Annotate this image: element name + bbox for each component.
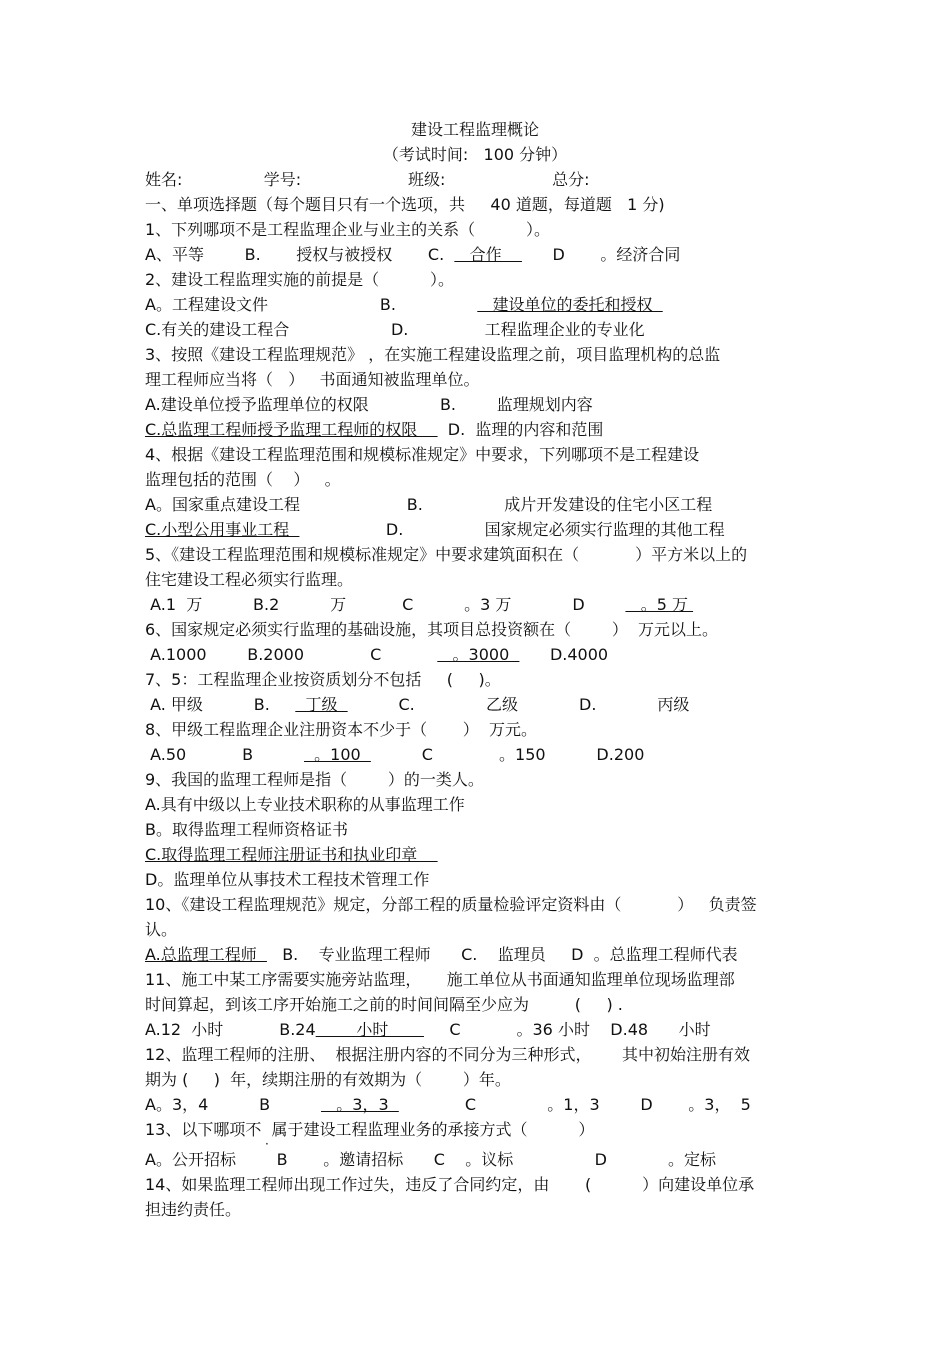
emphasis-dot: · bbox=[265, 1137, 269, 1151]
question-line: 住宅建设工程必须实行监理。 bbox=[145, 570, 354, 589]
question-line: 1、下列哪项不是工程监理企业与业主的关系（ ）。 bbox=[145, 220, 551, 239]
question-line: 11、施工中某工序需要实施旁站监理， 施工单位从书面通知监理单位现场监理部 bbox=[145, 970, 735, 989]
question-line: 期为 ( ) 年，续期注册的有效期为（ ）年。 bbox=[145, 1070, 511, 1089]
answer-underlined: C.取得监理工程师注册证书和执业印章 bbox=[145, 845, 438, 864]
question-line: A.建设单位授予监理单位的权限 B. 监理规划内容 bbox=[145, 395, 593, 414]
question-line: C.有关的建设工程合 D. 工程监理企业的专业化 bbox=[145, 320, 645, 339]
question-line bbox=[145, 1020, 711, 1040]
answer-underlined: C.总监理工程师授予监理工程师的权限 bbox=[145, 420, 438, 439]
question-line bbox=[145, 520, 725, 540]
question-line: B。取得监理工程师资格证书 bbox=[145, 820, 348, 839]
question-line bbox=[145, 695, 689, 715]
line-text: D. 国家规定必须实行监理的其他工程 bbox=[299, 520, 725, 539]
line-text: D.4000 bbox=[519, 645, 609, 664]
question-line bbox=[145, 420, 603, 440]
question-line: 10、《建设工程监理规范》规定，分部工程的质量检验评定资料由（ ） 负责签 bbox=[145, 895, 757, 914]
question-line: A。国家重点建设工程 B. 成片开发建设的住宅小区工程 bbox=[145, 495, 713, 514]
question-line: 13、以下哪项不 属于建设工程监理业务的承接方式（ ） bbox=[145, 1120, 595, 1139]
question-line: 认。 bbox=[145, 920, 178, 939]
answer-underlined: 丁级 bbox=[295, 695, 348, 714]
question-line: D。监理单位从事技术工程技术管理工作 bbox=[145, 870, 430, 889]
answer-underlined: 。3000 bbox=[437, 645, 520, 664]
answer-underlined: 。3，3 bbox=[321, 1095, 399, 1114]
line-text: B. 专业监理工程师 C. 监理员 D 。总监理工程师代表 bbox=[266, 945, 738, 964]
answer-underlined: 建设单位的委托和授权 bbox=[477, 295, 663, 314]
line-text: D. 监理的内容和范围 bbox=[437, 420, 604, 439]
question-line: 8、甲级工程监理企业注册资本不少于（ ） 万元。 bbox=[145, 720, 537, 739]
question-line bbox=[145, 945, 738, 965]
question-line bbox=[145, 1095, 751, 1115]
question-line bbox=[145, 595, 693, 615]
question-line: 理工程师应当将（ ） 书面通知被监理单位。 bbox=[145, 370, 480, 389]
line-text: A。3，4 B bbox=[145, 1095, 322, 1114]
question-line bbox=[145, 245, 680, 265]
question-line: 12、监理工程师的注册、 根据注册内容的不同分为三种形式， 其中初始注册有效 bbox=[145, 1045, 751, 1064]
question-line: 2、建设工程监理实施的前提是（ ）。 bbox=[145, 270, 455, 289]
line-text: A.1000 B.2000 C bbox=[145, 645, 438, 664]
line-text: D 。经济合同 bbox=[521, 245, 681, 264]
answer-underlined: 。100 bbox=[303, 745, 371, 764]
question-line: A.具有中级以上专业技术职称的从事监理工作 bbox=[145, 795, 465, 814]
line-text: A、平等 B. 授权与被授权 C. bbox=[145, 245, 455, 264]
question-line: 7、5：工程监理企业按资质划分不包括 ( )。 bbox=[145, 670, 501, 689]
line-text: A.12 小时 B.24 bbox=[145, 1020, 316, 1039]
answer-underlined: 合作 bbox=[454, 245, 522, 264]
question-line: A。公开招标 B 。邀请招标 C 。议标 D 。定标 bbox=[145, 1150, 716, 1169]
section-heading: 一、单项选择题（每个题目只有一个选项，共 40 道题，每道题 1 分) bbox=[145, 195, 665, 214]
line-text: A.50 B bbox=[145, 745, 304, 764]
question-line bbox=[145, 745, 644, 765]
answer-underlined: 。5 万 bbox=[625, 595, 694, 614]
question-line: 监理包括的范围（ ） 。 bbox=[145, 470, 341, 489]
line-text: A. 甲级 B. bbox=[145, 695, 296, 714]
line-text: C 。1，3 D 。3， 5 bbox=[398, 1095, 751, 1114]
question-line: 14、如果监理工程师出现工作过失，违反了合同约定，由 ( ）向建设单位承 bbox=[145, 1175, 755, 1194]
line-text: A.1 万 B.2 万 C 。3 万 D bbox=[145, 595, 626, 614]
question-line: 时间算起，到该工序开始施工之前的时间间隔至少应为 ( ) . bbox=[145, 995, 623, 1014]
question-line: 4、根据《建设工程监理范围和规模标准规定》中要求，下列哪项不是工程建设 bbox=[145, 445, 700, 464]
answer-underlined: C.小型公用事业工程 bbox=[145, 520, 300, 539]
question-line: 6、国家规定必须实行监理的基础设施，其项目总投资额在（ ） 万元以上。 bbox=[145, 620, 719, 639]
student-info-line: 姓名: 学号: 班级: 总分: bbox=[145, 170, 590, 189]
exam-time: （考试时间: 100 分钟） bbox=[382, 145, 568, 164]
line-text: A。工程建设文件 B. bbox=[145, 295, 478, 314]
answer-underlined: 小时 bbox=[315, 1020, 424, 1039]
question-line: 9、我国的监理工程师是指（ ）的一类人。 bbox=[145, 770, 484, 789]
line-text: C. 乙级 D. 丙级 bbox=[347, 695, 690, 714]
question-line: 担违约责任。 bbox=[145, 1200, 242, 1219]
line-text: C 。150 D.200 bbox=[370, 745, 645, 764]
question-line bbox=[145, 645, 608, 665]
doc-title: 建设工程监理概论 bbox=[410, 120, 539, 139]
line-text: C 。36 小时 D.48 小时 bbox=[423, 1020, 711, 1039]
question-line bbox=[145, 845, 438, 865]
question-line bbox=[145, 295, 663, 315]
question-line: 3、按照《建设工程监理规范》 ，在实施工程建设监理之前，项目监理机构的总监 bbox=[145, 345, 721, 364]
answer-underlined: A.总监理工程师 bbox=[145, 945, 267, 964]
question-line: 5、《建设工程监理范围和规模标准规定》中要求建筑面积在（ ）平方米以上的 bbox=[145, 545, 748, 564]
